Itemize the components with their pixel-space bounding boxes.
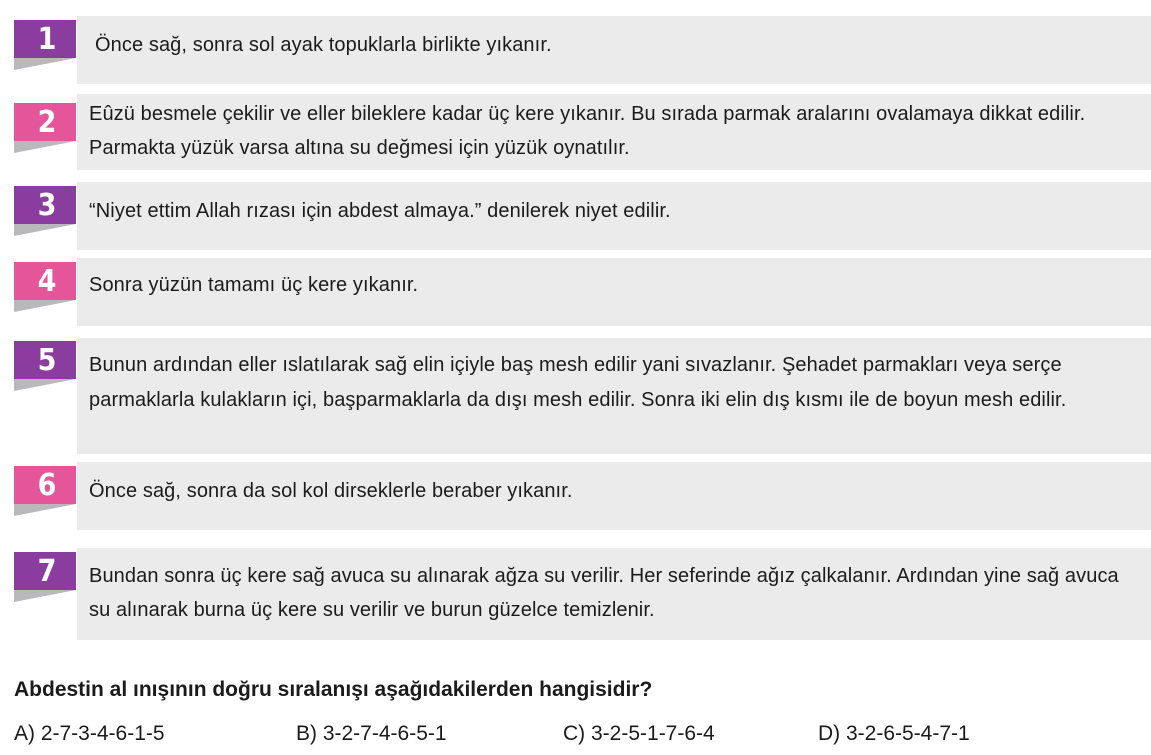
badge-shadow (14, 379, 76, 393)
step-text: Sonra yüzün tamamı üç kere yıkanır. (89, 274, 419, 296)
question-text: Abdestin al ınışının doğru sıralanışı aşağıdakilerden hangisidir? (14, 678, 653, 701)
step-text: Eûzü besmele çekilir ve eller bileklere kadar üç kere yıkanır. Bu sırada parmak aralarını ovalamaya dikkat edilir. Parmakta yüzük varsa altına su değmesi için yüzük oynatılır. (89, 103, 1086, 159)
step-text-box (77, 338, 1151, 454)
badge-shadow (14, 58, 76, 72)
step-text-box (77, 548, 1151, 640)
step-text: Bunun ardından eller ıslatılarak sağ elin içiyle baş mesh edilir yani sıvazlanır. Şehadet parmakları veya serçe parmaklarla kulakların içi, başparmaklarla da dışı mesh edilir. Sonra iki elin dış kısmı ile de boyun mesh edilir. (89, 354, 1067, 411)
step-text: “Niyet ettim Allah rızası için abdest almaya.” denilerek niyet edilir. (89, 200, 671, 222)
step-text-box (77, 16, 1151, 84)
option-d[interactable]: D) 3-2-6-5-4-7-1 (818, 722, 970, 745)
step-number-badge: 1 (14, 20, 76, 58)
step-text-box (77, 258, 1151, 326)
step-text: Önce sağ, sonra sol ayak topuklarla birlikte yıkanır. (95, 34, 552, 56)
step-text-box (77, 462, 1151, 530)
step-text: Bundan sonra üç kere sağ avuca su alınarak ağza su verilir. Her seferinde ağız çalkalanır. Ardından yine sağ avuca su alınarak burna üç kere su verilir ve burun güzelce temizlenir. (89, 565, 1119, 621)
option-c[interactable]: C) 3-2-5-1-7-6-4 (563, 722, 715, 745)
option-b[interactable]: B) 3-2-7-4-6-5-1 (296, 722, 447, 745)
step-number-badge: 6 (14, 466, 76, 504)
badge-shadow (14, 504, 76, 518)
step-number-badge: 3 (14, 186, 76, 224)
badge-shadow (14, 590, 76, 604)
badge-shadow (14, 224, 76, 238)
badge-shadow (14, 141, 76, 155)
option-a[interactable]: A) 2-7-3-4-6-1-5 (14, 722, 165, 745)
step-number-badge: 5 (14, 341, 76, 379)
step-number-badge: 7 (14, 552, 76, 590)
badge-shadow (14, 300, 76, 314)
step-number-badge: 2 (14, 103, 76, 141)
step-number-badge: 4 (14, 262, 76, 300)
step-text: Önce sağ, sonra da sol kol dirseklerle beraber yıkanır. (89, 480, 573, 502)
step-text-box (77, 182, 1151, 250)
step-text-box (77, 94, 1151, 170)
